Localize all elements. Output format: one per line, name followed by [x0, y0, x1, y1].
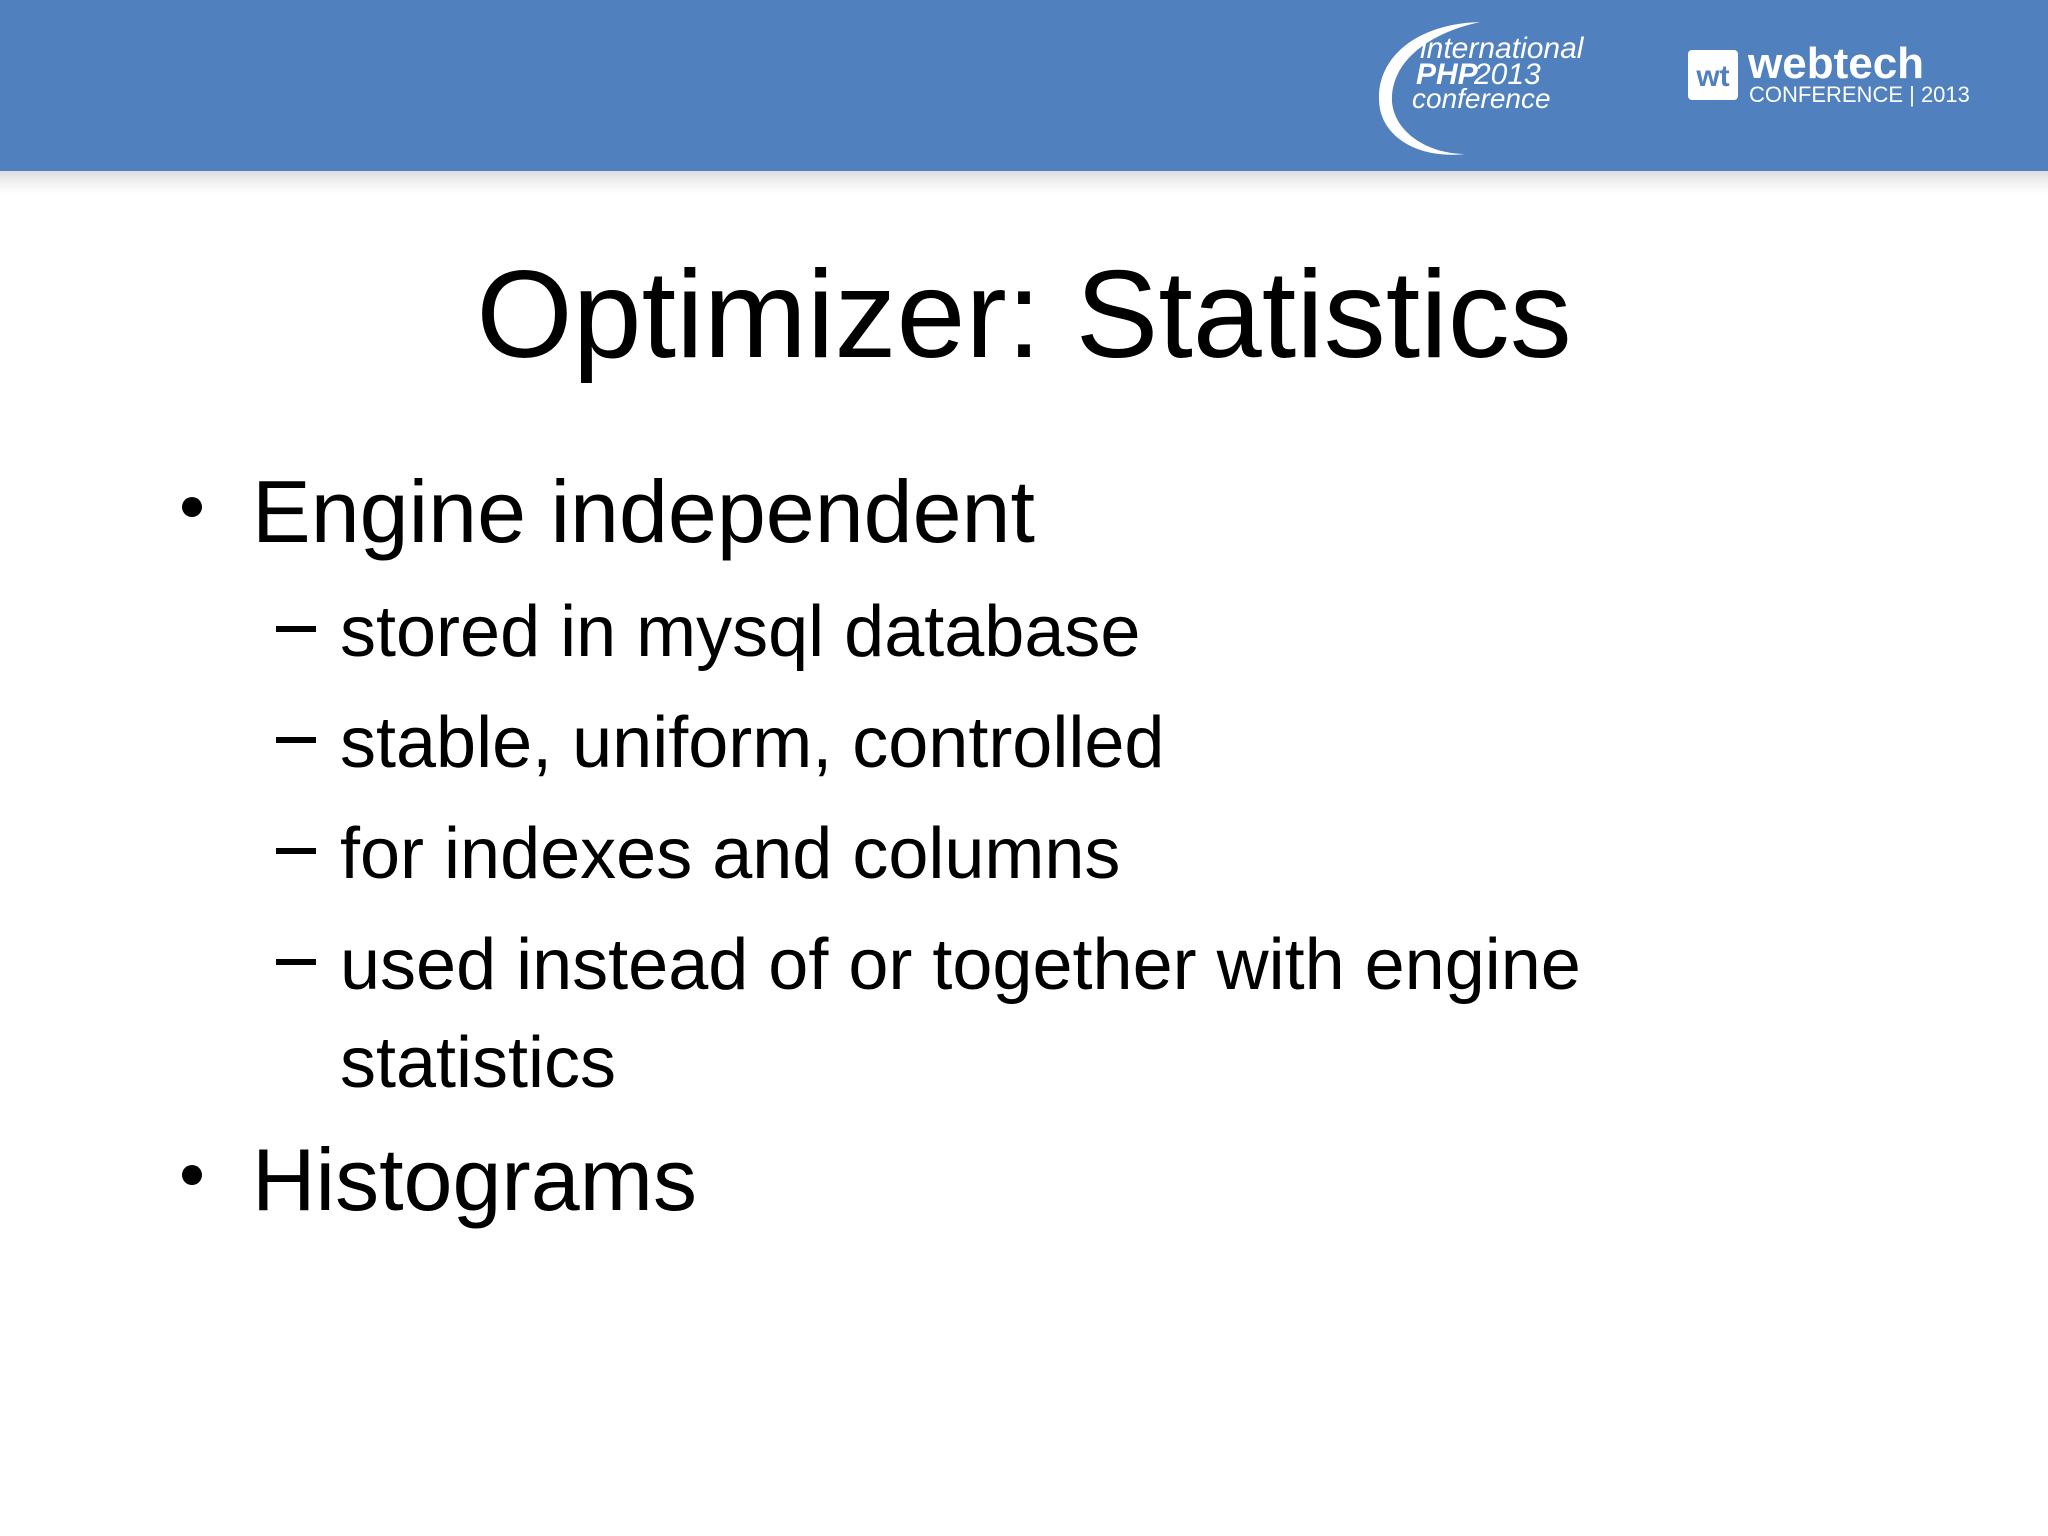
sub-bullet-item — [340, 584, 1140, 680]
bullet-item — [252, 462, 1035, 562]
php-logo-line3: conference — [1412, 83, 1551, 114]
webtech-subtitle: CONFERENCE | 2013 — [1749, 82, 1970, 107]
bullet-text: Engine independent — [252, 462, 1035, 561]
sub-bullet-text: stable, uniform, controlled — [340, 703, 1165, 783]
bullet-item — [252, 1130, 697, 1230]
dash-icon — [276, 626, 316, 632]
bullet-text: Histograms — [252, 1130, 697, 1229]
bullet-dot-icon — [182, 1165, 202, 1185]
php-logo-line1: international — [1420, 32, 1584, 65]
dash-icon — [276, 848, 316, 854]
php-logo-php: PHP — [1416, 58, 1478, 91]
webtech-name: webtech — [1748, 39, 1925, 88]
php-logo-year: 2013 — [1474, 58, 1541, 91]
bullet-dot-icon — [182, 497, 202, 517]
sub-bullet-item — [340, 917, 1581, 1013]
sub-bullet-item — [340, 806, 1120, 902]
sub-bullet-text: stored in mysql database — [340, 592, 1141, 672]
sub-bullet-item — [340, 695, 1164, 791]
dash-icon — [276, 959, 316, 965]
sub-bullet-text: for indexes and columns — [340, 814, 1121, 894]
slide-title: Optimizer: Statistics — [476, 246, 1572, 384]
sub-bullet-continuation — [340, 1015, 616, 1111]
dash-icon — [276, 737, 316, 743]
webtech-mark-text: wt — [1696, 60, 1730, 93]
sub-bullet-text: statistics — [340, 1023, 617, 1103]
sub-bullet-text: used instead of or together with engine — [340, 925, 1581, 1005]
